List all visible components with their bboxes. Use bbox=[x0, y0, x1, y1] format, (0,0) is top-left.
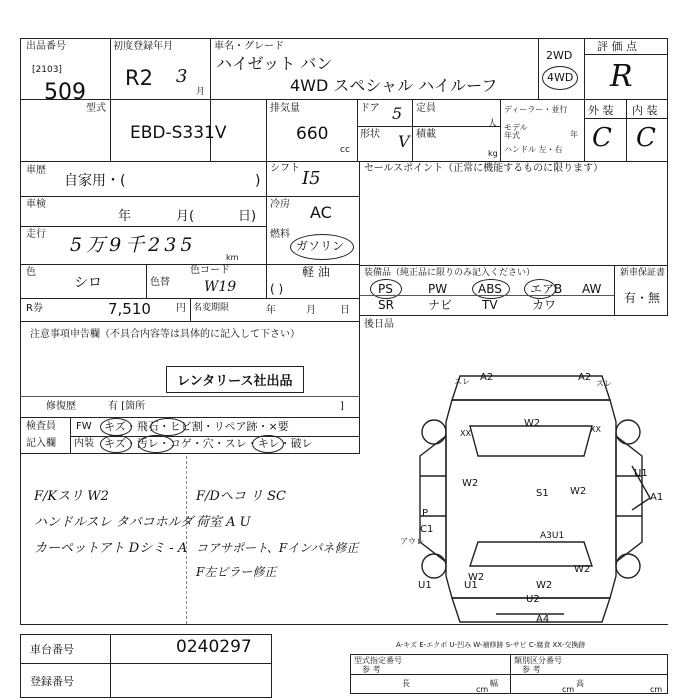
check-yogore-circle bbox=[138, 435, 174, 453]
diagram-mark-u2: U2 bbox=[526, 594, 540, 605]
drive-value: 4WD bbox=[547, 71, 574, 84]
notes-label: 注意事項申告欄（不具合内容等は具体的に記入して下さい） bbox=[30, 329, 300, 340]
hand-note-6: コアサポート、Fインパネ修正 bbox=[196, 541, 359, 555]
equip-ps-circle bbox=[370, 279, 402, 299]
class-label: 類別区分番号 bbox=[514, 656, 562, 665]
rear-label: 後日品 bbox=[364, 319, 394, 330]
class-sub: 参 考 bbox=[522, 665, 541, 674]
newcar-value: 有・無 bbox=[624, 291, 661, 305]
equip-abs: ABS bbox=[478, 282, 502, 296]
diagram-mark-aure: アウレ bbox=[400, 537, 424, 546]
diagram-mark-c1: C1 bbox=[420, 524, 434, 535]
dim-height: 高 bbox=[576, 679, 584, 688]
inspect-mark-label: 検査員 bbox=[26, 421, 56, 432]
color-value: シロ bbox=[74, 275, 102, 291]
hand-note-4: F/Dへコ リ SC bbox=[196, 489, 286, 504]
dim-length-unit: cm bbox=[476, 685, 489, 694]
inspect-day: 日) bbox=[238, 209, 257, 224]
colorchg-label: 色替 bbox=[150, 277, 170, 288]
shape-value: V bbox=[398, 132, 410, 151]
diagram-mark-xx-right: XX bbox=[590, 425, 601, 434]
equip-tv: TV bbox=[482, 298, 498, 312]
int-score: C bbox=[636, 123, 656, 153]
nc-year: 年 bbox=[266, 305, 276, 316]
equip-leather: カワ bbox=[532, 298, 557, 312]
diagram-right-side bbox=[616, 436, 642, 562]
mileage-value: 5万9千235 bbox=[70, 234, 197, 256]
repair-value: 有 [箇所 bbox=[108, 401, 146, 412]
diagram-mark-a2-left: A2 bbox=[480, 372, 494, 383]
ext-label: 外 装 bbox=[588, 104, 614, 117]
reg-label: 初度登録年月 bbox=[113, 41, 173, 52]
diagram-wheel-fr bbox=[616, 420, 640, 444]
fuel-label: 燃料 bbox=[270, 229, 290, 240]
diagram-mark-sure-left: スレ bbox=[454, 377, 470, 386]
eval-score: R bbox=[610, 59, 633, 94]
diagram-rear-window bbox=[470, 542, 592, 566]
colorcode-value: W19 bbox=[204, 279, 237, 295]
eval-label: 評 価 点 bbox=[597, 40, 637, 53]
hand-note-2: ハンドルスレ タバコホルダ bbox=[34, 515, 194, 530]
equip-aw: AW bbox=[582, 282, 602, 296]
diagram-mark-sure-right: スレ bbox=[596, 379, 612, 388]
disp-value: 660 bbox=[296, 124, 329, 144]
door-value: 5 bbox=[392, 104, 403, 123]
dim-width: 幅 bbox=[490, 679, 498, 688]
lot-label: 出品番号 bbox=[26, 41, 66, 52]
equip-sr: SR bbox=[378, 298, 394, 312]
hand-note-3: カーペットアト Dシミ - A bbox=[34, 541, 188, 556]
diagram-wheel-fl bbox=[422, 420, 446, 444]
reg-era: R2 bbox=[125, 66, 153, 90]
rental-stamp bbox=[166, 366, 304, 393]
dim-length: 長 bbox=[402, 679, 410, 688]
cap-label: 定員 bbox=[416, 103, 436, 114]
lot-sub: [2103] bbox=[32, 65, 62, 75]
fuel-diesel: 軽 油 bbox=[302, 265, 330, 279]
diagram-mark-a4: A4 bbox=[536, 614, 550, 624]
equip-label: 装備品（純正品に限りのみ記入ください） bbox=[364, 268, 536, 278]
name-label: 車名・グレード bbox=[214, 41, 284, 52]
check2-items: キズ・汚レ・コゲ・穴・スレ・キレ・破レ bbox=[104, 437, 313, 450]
chassis-value: 0240297 bbox=[176, 637, 252, 657]
history-label: 車歴 bbox=[26, 165, 46, 176]
history-value: 自家用・( bbox=[64, 173, 126, 189]
ac-value: AC bbox=[310, 203, 332, 222]
model-label: 型式 bbox=[86, 103, 106, 114]
drive-top: 2WD bbox=[546, 49, 573, 62]
diagram-windshield bbox=[470, 426, 592, 456]
rental-text: レンタリース社出品 bbox=[177, 374, 293, 389]
dim-width-unit: cm bbox=[562, 685, 575, 694]
newcar-label: 新車保証書 bbox=[620, 268, 666, 278]
inspect-label: 車検 bbox=[26, 199, 46, 210]
ac-label: 冷房 bbox=[270, 199, 290, 210]
chassis-label: 車台番号 bbox=[30, 643, 74, 656]
disp-unit: cc bbox=[340, 145, 350, 155]
check-kizu2-circle bbox=[100, 435, 132, 453]
equip-navi: ナビ bbox=[428, 298, 453, 312]
legend-text: A-キズ E-エクボ U-凹み W-補修跡 S-サビ C-腐食 XX-交換跡 bbox=[396, 641, 586, 649]
diagram-mark-s1: S1 bbox=[536, 488, 549, 499]
diagram-mark-w2-left: W2 bbox=[462, 478, 479, 489]
load-label: 積載 bbox=[416, 129, 436, 140]
dim-height-unit: cm bbox=[650, 685, 663, 694]
equip-pw: PW bbox=[428, 282, 448, 296]
fuel-gas: ガソリン bbox=[296, 239, 345, 253]
diagram-mark-u1-left: U1 bbox=[418, 580, 432, 591]
diagram-mark-a1: A1 bbox=[650, 492, 664, 503]
nc-month: 月 bbox=[306, 305, 316, 316]
check1-items: キズ・飛石・ヒビ割・リペア跡・×要 bbox=[104, 420, 289, 433]
diagram-mark-a3u1: A3U1 bbox=[540, 531, 565, 541]
inspect-month: 月( bbox=[176, 209, 195, 224]
diagram-mark-a2-right: A2 bbox=[578, 372, 592, 383]
recycle-unit: 円 bbox=[176, 303, 186, 314]
equip-airbag: エアB bbox=[530, 282, 563, 296]
nc-day: 日 bbox=[340, 305, 350, 316]
recycle-label: R券 bbox=[26, 303, 43, 314]
type-sub: 参 考 bbox=[362, 665, 381, 674]
diagram-mark-w2-right: W2 bbox=[570, 486, 587, 497]
check-kizu-circle bbox=[100, 418, 132, 436]
reg-month: 3 bbox=[176, 66, 188, 87]
inspect-year: 年 bbox=[118, 209, 132, 224]
fuel-gas-circle bbox=[290, 234, 354, 260]
door-label: ドア bbox=[360, 103, 380, 114]
diagram-mark-u1-mid: U1 bbox=[464, 580, 478, 591]
reg-month-unit: 月 bbox=[196, 87, 206, 97]
cap-unit: 人 bbox=[488, 119, 498, 129]
model-value: EBD-S331V bbox=[130, 123, 227, 143]
diagram-mark-u1-right: U1 bbox=[634, 468, 648, 479]
car-damage-diagram bbox=[400, 366, 670, 624]
diagram-mark-w2-side: W2 bbox=[468, 572, 485, 583]
diagram-side-line-right bbox=[616, 476, 642, 516]
check2-label: 内装 bbox=[74, 438, 94, 449]
diagram-mark-w2-top: W2 bbox=[524, 418, 541, 429]
repair-close: ] bbox=[340, 401, 344, 412]
hand-note-1: F/Kスリ W2 bbox=[34, 489, 109, 504]
handle-label: ハンドル 左・右 bbox=[504, 145, 563, 154]
recycle-value: 7,510 bbox=[108, 300, 151, 318]
repair-label: 修復歴 bbox=[46, 401, 76, 412]
check-hiseki-circle bbox=[150, 418, 186, 436]
disp-label: 排気量 bbox=[270, 103, 300, 114]
mileage-unit: km bbox=[226, 253, 239, 262]
regno-label: 登録番号 bbox=[30, 675, 74, 688]
shift-label: シフト bbox=[270, 163, 300, 174]
name-line1: ハイゼット バン bbox=[216, 54, 333, 73]
hand-note-5: 荷室 A U bbox=[196, 515, 251, 530]
dealer-label: ディーラー・並行 bbox=[504, 105, 568, 114]
year-unit: 年 bbox=[570, 130, 578, 139]
diagram-mark-w2-lower: W2 bbox=[574, 564, 591, 575]
sales-label: セールスポイント（正常に機能するものに限ります） bbox=[364, 163, 604, 174]
name-line2: 4WD スペシャル ハイルーフ bbox=[290, 76, 498, 95]
hand-note-7: F左ピラー修正 bbox=[196, 565, 277, 579]
equip-airbag-circle bbox=[524, 279, 556, 299]
fuel-paren: ( ) bbox=[270, 282, 284, 296]
colorcode-label: 色コード bbox=[190, 265, 230, 276]
ext-score: C bbox=[592, 123, 612, 153]
diagram-mark-p: P bbox=[422, 508, 429, 519]
equip-abs-circle bbox=[472, 279, 510, 299]
equip-ps: PS bbox=[378, 282, 393, 296]
namechange-label: 名変期限 bbox=[193, 303, 230, 313]
entry-label: 記入欄 bbox=[26, 438, 56, 449]
history-close: ) bbox=[255, 173, 261, 189]
diagram-wheel-rr bbox=[616, 554, 640, 578]
type-label: 型式指定番号 bbox=[354, 656, 402, 665]
diagram-mark-xx-left: XX bbox=[460, 429, 471, 438]
load-unit: kg bbox=[488, 149, 498, 158]
diagram-mark-w2-rear: W2 bbox=[536, 580, 553, 591]
shape-label: 形状 bbox=[360, 129, 380, 140]
shift-value: I5 bbox=[302, 168, 321, 189]
mileage-label: 走行 bbox=[26, 229, 46, 240]
check1-label: FW bbox=[76, 421, 92, 432]
lot-number: 509 bbox=[44, 80, 86, 105]
model-year-label: モデル 年式 bbox=[504, 123, 528, 140]
diagram-wheel-rl bbox=[422, 554, 446, 578]
color-label: 色 bbox=[26, 267, 36, 278]
int-label: 内 装 bbox=[632, 104, 658, 117]
check-sure-circle bbox=[252, 435, 284, 453]
sales-block bbox=[360, 162, 668, 266]
